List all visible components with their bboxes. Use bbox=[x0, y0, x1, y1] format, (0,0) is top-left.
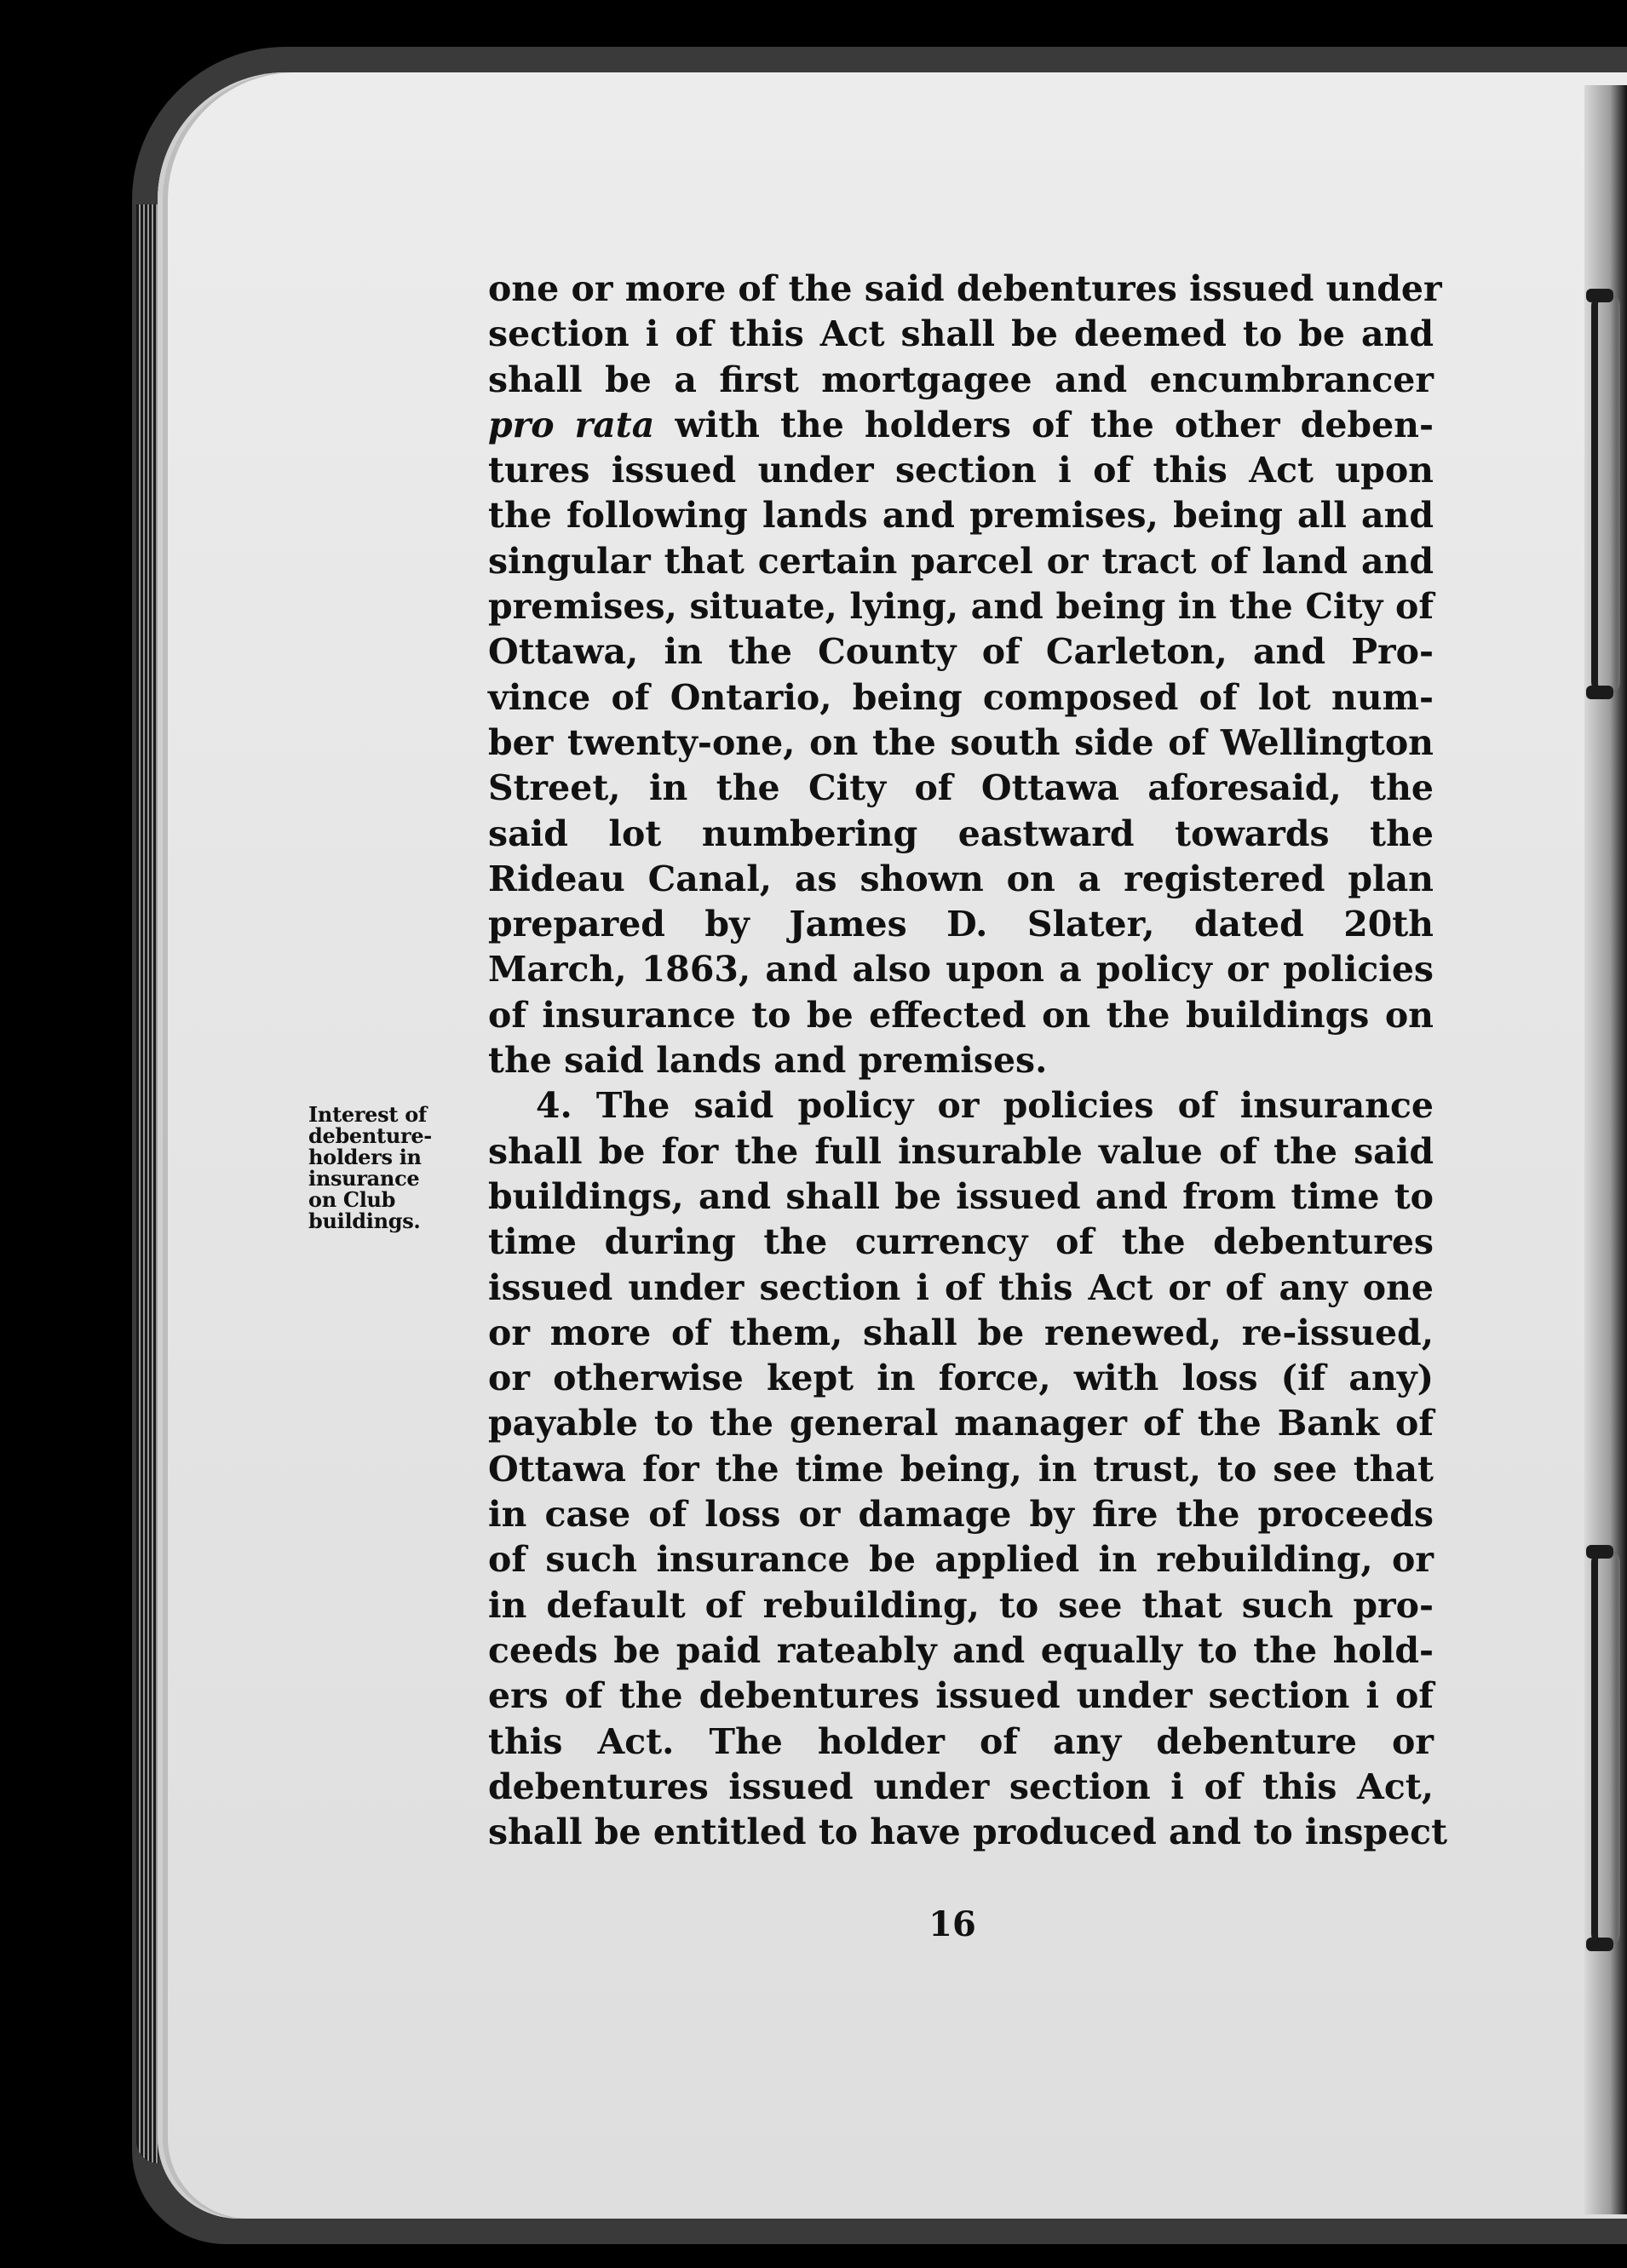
text-line: payable to the general manager of the Bank of bbox=[488, 1403, 1434, 1444]
text-line: shall be entitled to have produced and to inspect bbox=[488, 1812, 1448, 1853]
text-line: of such insurance be applied in rebuilding, or bbox=[488, 1539, 1434, 1581]
text-line: debentures issued under section i of this Act, bbox=[488, 1766, 1434, 1807]
text-line: shall be for the full insurable value of the said bbox=[488, 1130, 1434, 1172]
text-line: in case of loss or damage by fire the proceeds bbox=[488, 1494, 1434, 1536]
page-edges bbox=[136, 204, 158, 2163]
text-line: said lot numbering eastward towards the bbox=[488, 812, 1434, 854]
margin-note bbox=[308, 1104, 457, 1232]
text-line: Ottawa, in the County of Carleton, and Pro- bbox=[488, 631, 1434, 673]
page-number: 16 bbox=[928, 1904, 976, 1944]
text-line: section i of this Act shall be deemed to be and bbox=[488, 313, 1434, 355]
text-line: tures issued under section i of this Act upon bbox=[488, 450, 1434, 491]
text-line bbox=[488, 403, 1434, 448]
margin-note-line: insurance bbox=[308, 1166, 420, 1191]
text-line: ers of the debentures issued under section i of bbox=[488, 1675, 1434, 1717]
text-line: the said lands and premises. bbox=[488, 1040, 1048, 1082]
section-start-line: 4. The said policy or policies of insurance bbox=[536, 1085, 1434, 1127]
text-line: Ottawa for the time being, in trust, to see that bbox=[488, 1448, 1434, 1490]
margin-note-line: debenture- bbox=[308, 1123, 432, 1148]
text-line: issued under section i of this Act or of any one bbox=[488, 1266, 1434, 1308]
text-line: or otherwise kept in force, with loss (if any) bbox=[488, 1358, 1434, 1399]
margin-note-line: buildings. bbox=[308, 1209, 421, 1233]
text-line: Rideau Canal, as shown on a registered plan bbox=[488, 858, 1434, 899]
binding-clip-icon bbox=[1591, 294, 1620, 694]
text-line: in default of rebuilding, to see that such pro- bbox=[488, 1584, 1434, 1626]
margin-note-line: Interest of bbox=[308, 1102, 427, 1127]
text-line: March, 1863, and also upon a policy or policies bbox=[488, 949, 1434, 990]
text-fragment: with the holders of the other deben- bbox=[654, 404, 1434, 445]
text-line: one or more of the said debentures issued under bbox=[488, 268, 1442, 309]
text-line: premises, situate, lying, and being in the City of bbox=[488, 586, 1434, 628]
text-line: shall be a first mortgagee and encumbrancer bbox=[488, 359, 1434, 400]
text-line: singular that certain parcel or tract of land and bbox=[488, 540, 1434, 582]
text-line: time during the currency of the debentures bbox=[488, 1221, 1434, 1263]
text-line: vince of Ontario, being composed of lot num- bbox=[488, 676, 1434, 718]
text-line: of insurance to be effected on the buildings on bbox=[488, 994, 1434, 1036]
italic-phrase: pro rata bbox=[488, 404, 655, 445]
binding-clip-icon bbox=[1591, 1550, 1620, 1946]
text-line: the following lands and premises, being all and bbox=[488, 495, 1434, 537]
margin-note-line: holders in bbox=[308, 1145, 422, 1169]
text-line: or more of them, shall be renewed, re-issued, bbox=[488, 1312, 1434, 1353]
text-line: prepared by James D. Slater, dated 20th bbox=[488, 904, 1434, 945]
body-text bbox=[488, 267, 1448, 1855]
text-line: buildings, and shall be issued and from time to bbox=[488, 1175, 1434, 1217]
text-line: ber twenty-one, on the south side of Wellington bbox=[488, 721, 1434, 763]
text-line: this Act. The holder of any debenture or bbox=[488, 1720, 1434, 1762]
text-line: Street, in the City of Ottawa aforesaid, the bbox=[488, 767, 1434, 809]
margin-note-line: on Club bbox=[308, 1187, 396, 1212]
text-line: ceeds be paid rateably and equally to the hold- bbox=[488, 1629, 1434, 1671]
